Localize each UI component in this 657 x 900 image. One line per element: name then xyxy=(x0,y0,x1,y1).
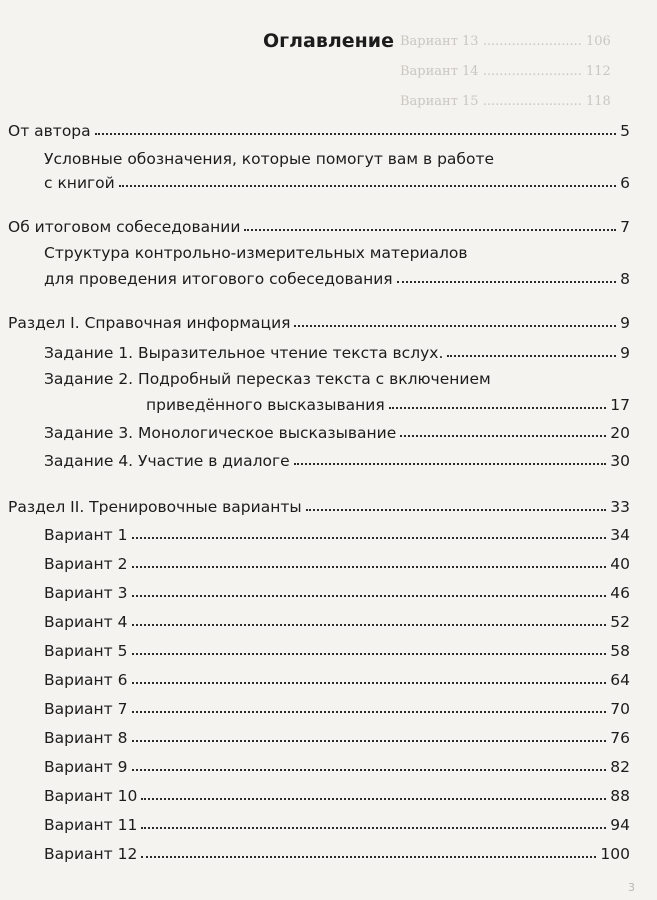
toc-entry-label-line1: Задание 2. Подробный пересказ текста с включением xyxy=(44,370,491,388)
toc-entry-page: 33 xyxy=(610,498,630,516)
toc-entry-label: Вариант 3 xyxy=(44,584,128,602)
leader-dots xyxy=(397,281,617,283)
toc-entry-variant[interactable] xyxy=(44,580,630,602)
toc-entry-page: 58 xyxy=(610,642,630,660)
toc-entry-label: Вариант 11 xyxy=(44,816,138,834)
toc-entry[interactable] xyxy=(44,448,630,470)
leader-dots xyxy=(244,229,616,231)
toc-entry[interactable] xyxy=(8,118,630,140)
toc-entry-label: Раздел I. Справочная информация xyxy=(8,314,291,332)
toc-entry-variant[interactable] xyxy=(44,522,630,544)
toc-entry-variant[interactable] xyxy=(44,812,630,834)
toc-entry[interactable] xyxy=(8,214,630,236)
toc-entry-variant[interactable] xyxy=(44,667,630,689)
leader-dots xyxy=(141,798,606,800)
leader-dots xyxy=(132,682,607,684)
toc-entry-page: 9 xyxy=(620,314,630,332)
leader-dots xyxy=(132,537,607,539)
toc-entry-label: с книгой xyxy=(44,174,115,192)
toc-entry-label: приведённого высказывания xyxy=(146,396,385,414)
toc-entry-page: 20 xyxy=(610,424,630,442)
toc-entry-label: Задание 4. Участие в диалоге xyxy=(44,452,290,470)
toc-entry-label-line1: Условные обозначения, которые помогут вам в работе xyxy=(44,150,495,168)
toc-entry-page: 46 xyxy=(610,584,630,602)
toc-entry-page: 5 xyxy=(620,122,630,140)
leader-dots xyxy=(132,769,607,771)
toc-entry-page: 64 xyxy=(610,671,630,689)
toc-entry[interactable] xyxy=(44,266,630,288)
toc-entry[interactable] xyxy=(44,420,630,442)
toc-entry-page: 30 xyxy=(610,452,630,470)
toc-entry-page: 94 xyxy=(610,816,630,834)
toc-entry-label: для проведения итогового собеседования xyxy=(44,270,393,288)
toc-entry-label-line1: Структура контрольно-измерительных материалов xyxy=(44,244,468,262)
leader-dots xyxy=(132,740,607,742)
toc-entry[interactable] xyxy=(44,170,630,192)
toc-entry-page: 17 xyxy=(610,396,630,414)
toc-entry-label: Вариант 9 xyxy=(44,758,128,776)
toc-entry-label: Об итоговом собеседовании xyxy=(8,218,241,236)
toc-entry-page: 76 xyxy=(610,729,630,747)
leader-dots xyxy=(132,653,607,655)
toc-entry-label: Вариант 12 xyxy=(44,845,138,863)
toc-entry-label: Вариант 4 xyxy=(44,613,128,631)
toc-entry-label: Задание 1. Выразительное чтение текста вслух. xyxy=(44,344,444,362)
leader-dots xyxy=(306,509,607,511)
leader-dots xyxy=(294,463,607,465)
leader-dots xyxy=(132,711,607,713)
toc-entry-variant[interactable] xyxy=(44,551,630,573)
leader-dots xyxy=(389,407,607,409)
toc-entry-page: 8 xyxy=(620,270,630,288)
toc-entry-variant[interactable] xyxy=(44,609,630,631)
toc-entry-variant[interactable] xyxy=(44,841,630,863)
toc-entry[interactable] xyxy=(146,392,630,414)
page-title: Оглавление xyxy=(263,30,394,52)
leader-dots xyxy=(141,827,606,829)
toc-entry-variant[interactable] xyxy=(44,783,630,805)
toc-entry-label: Вариант 2 xyxy=(44,555,128,573)
toc-entry-variant[interactable] xyxy=(44,638,630,660)
leader-dots xyxy=(132,566,607,568)
toc-entry-label: Вариант 6 xyxy=(44,671,128,689)
bleed-through-line: Вариант 14 ........................ 112 xyxy=(400,64,611,79)
toc-entry-label: Вариант 7 xyxy=(44,700,128,718)
toc-entry-variant[interactable] xyxy=(44,696,630,718)
toc-entry-page: 88 xyxy=(610,787,630,805)
leader-dots xyxy=(132,595,607,597)
toc-entry-label: Вариант 8 xyxy=(44,729,128,747)
toc-entry[interactable] xyxy=(8,494,630,516)
leader-dots xyxy=(400,435,606,437)
page-number: 3 xyxy=(628,881,635,894)
toc-entry-page: 52 xyxy=(610,613,630,631)
bleed-through-line: Вариант 13 ........................ 106 xyxy=(400,34,611,49)
leader-dots xyxy=(132,624,607,626)
toc-entry-page: 82 xyxy=(610,758,630,776)
toc-entry-label: Вариант 10 xyxy=(44,787,138,805)
toc-entry-page: 70 xyxy=(610,700,630,718)
toc-entry[interactable] xyxy=(8,310,630,332)
toc-entry-page: 34 xyxy=(610,526,630,544)
toc-entry-label: Вариант 1 xyxy=(44,526,128,544)
toc-entry-label: Задание 3. Монологическое высказывание xyxy=(44,424,397,442)
toc-entry-page: 7 xyxy=(620,218,630,236)
toc-entry-variant[interactable] xyxy=(44,754,630,776)
toc-entry-page: 40 xyxy=(610,555,630,573)
toc-entry-label: Вариант 5 xyxy=(44,642,128,660)
toc-entry-variant[interactable] xyxy=(44,725,630,747)
leader-dots xyxy=(447,355,616,357)
toc-entry-page: 6 xyxy=(620,174,630,192)
leader-dots xyxy=(95,133,616,135)
toc-entry-label: Раздел II. Тренировочные варианты xyxy=(8,498,302,516)
toc-entry-label: От автора xyxy=(8,122,91,140)
leader-dots xyxy=(294,325,616,327)
leader-dots xyxy=(119,185,616,187)
toc-entry-page: 100 xyxy=(600,845,630,863)
toc-entry-page: 9 xyxy=(620,344,630,362)
leader-dots xyxy=(141,856,596,858)
toc-entry[interactable] xyxy=(44,340,630,362)
bleed-through-line: Вариант 15 ........................ 118 xyxy=(400,94,611,109)
